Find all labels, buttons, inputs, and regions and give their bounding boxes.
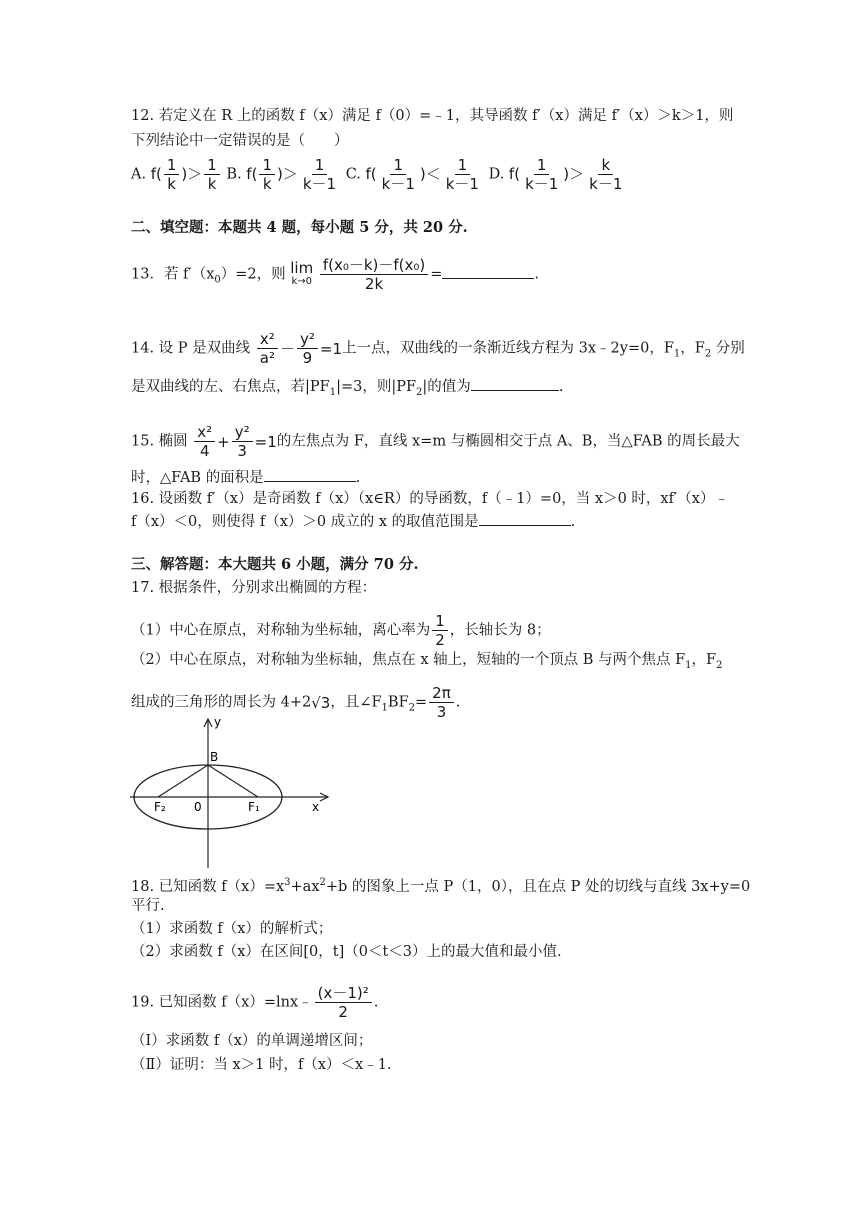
- q16-answer-blank[interactable]: [479, 525, 571, 526]
- q14-answer-blank[interactable]: [471, 390, 559, 391]
- q19-fraction: $\frac{\text{(x－1)²}}{2}$: [315, 984, 372, 1021]
- option-c-expr: f( $\frac{1}{k-1}$ )＜ $\frac{1}{k-1}$: [365, 156, 479, 193]
- q14-frac-x: $\frac{\text{x²}}{\text{a²}}$: [257, 330, 278, 367]
- segment-b-f1: [208, 765, 258, 797]
- option-b-label: B.: [226, 166, 242, 183]
- q19-part1: （Ⅰ）求函数 f（x）的单调递增区间；: [131, 1033, 373, 1049]
- q14-frac-y: $\frac{\text{y²}}{9}$: [297, 330, 318, 367]
- q18-line2: 平行.: [131, 898, 165, 914]
- q17-title: 17. 根据条件，分别求出椭圆的方程：: [131, 580, 377, 596]
- q15-frac-x: $\frac{\text{x²}}{4}$: [194, 423, 215, 460]
- q19-line1: 19. 已知函数 f（x）=lnx﹣ $\frac{\text{(x－1)²}}{2}$ .: [131, 984, 379, 1021]
- origin-label: 0: [194, 800, 202, 814]
- x-label: x: [312, 800, 320, 814]
- q14-line1: 14. 设 P 是双曲线 $\frac{\text{x²}}{\text{a²}}$ － $\frac{\text{y²}}{9}$ =1上一点，双曲线的一条渐近线方程为 3x﹣2y=0，$F_1$，$F_2$ 分别: [131, 330, 745, 367]
- q16-line1: 16. 设函数 f′（x）是奇函数 f（x）（x∈R）的导函数，f（﹣1）=0，当 x＞0 时，xf′（x）﹣: [131, 491, 729, 507]
- q18-part1: （1）求函数 f（x）的解析式；: [131, 921, 333, 937]
- q12-options: [131, 156, 627, 193]
- sqrt-three: √3: [311, 693, 331, 712]
- q15-answer-blank[interactable]: [264, 481, 356, 482]
- option-d-expr: f( $\frac{1}{k-1}$ )＞ $\frac{k}{k-1}$: [508, 156, 623, 193]
- q15-line2: 时，△FAB 的面积是 .: [131, 470, 361, 486]
- f1-label: F₁: [248, 800, 260, 814]
- q13-fraction: $\frac{\text{f(x₀－k)－f(x₀)}}{2k}$: [320, 256, 428, 293]
- option-a-expr: f( $\frac{1}{k}$ )＞ $\frac{1}{k}$: [151, 156, 222, 193]
- q16-line2: f（x）＜0，则使得 f（x）＞0 成立的 x 的取值范围是 .: [131, 514, 576, 530]
- q18-line1: 18. 已知函数 $f(x)=x^3+ax^2+b$ 的图象上一点 P（1，0），且在点 P 处的切线与直线 3x+y=0: [131, 877, 751, 895]
- point-b-label: B: [210, 750, 219, 764]
- q19-part2: （Ⅱ）证明：当 x＞1 时，f（x）＜x﹣1.: [131, 1057, 392, 1073]
- q17-part2-line1: （2）中心在原点，对称轴为坐标轴，焦点在 x 轴上，短轴的一个顶点 B 与两个焦点 $F_1$，$F_2$: [131, 652, 723, 671]
- q12-line2: 下列结论中一定错误的是（ ）: [131, 133, 349, 149]
- section-fill-in-heading: 二、填空题：本题共 4 题，每小题 5 分，共 20 分.: [131, 219, 468, 236]
- ellipse-figure: [128, 714, 340, 870]
- q17-part2-line2: 组成的三角形的周长为 4+2√3，且$\angle F_1BF_2=$ $\frac{2\pi}{3}$ .: [131, 684, 461, 721]
- q17-angle-fraction: $\frac{2\pi}{3}$: [429, 684, 454, 721]
- segment-f2-b: [158, 765, 208, 797]
- q15-line1: 15. 椭圆 $\frac{\text{x²}}{4}$ + $\frac{\text{y²}}{3}$ =1的左焦点为 F，直线 x=m 与椭圆相交于点 A、B，当△FAB 的周长最大: [131, 423, 740, 460]
- f2-label: F₂: [154, 800, 166, 814]
- section-solution-heading: 三、解答题：本大题共 6 小题，满分 70 分.: [131, 556, 419, 573]
- q18-part2: （2）求函数 f（x）在区间[0，t]（0＜t＜3）上的最大值和最小值.: [131, 944, 562, 960]
- q17-part1: （1）中心在原点，对称轴为坐标轴，离心率为 $\frac{1}{2}$ ，长轴长为 8；: [131, 612, 551, 649]
- q15-frac-y: $\frac{\text{y²}}{3}$: [232, 423, 253, 460]
- option-d-label: D.: [488, 166, 505, 183]
- q13-limit: lim k→0: [290, 258, 314, 287]
- option-b-expr: f( $\frac{1}{k}$ )＞ $\frac{1}{k-1}$: [246, 156, 337, 193]
- q17-eccentricity: $\frac{1}{2}$: [432, 612, 448, 649]
- q13: 13．若 $f'(x_0)=2$，则 lim k→0 $\frac{\text{f(x₀－k)－f(x₀)}}{2k}$ = .: [131, 256, 540, 293]
- q14-line2: 是双曲线的左、右焦点，若$|PF_1|=3$，则$|PF_2|$的值为 .: [131, 379, 564, 398]
- option-a-label: A.: [131, 166, 147, 183]
- option-c-label: C.: [345, 166, 361, 183]
- q13-answer-blank[interactable]: [442, 278, 534, 279]
- y-label: y: [214, 715, 222, 729]
- q12-line1: 12. 若定义在 R 上的函数 f（x）满足 f（0）=﹣1，其导函数 f′（x）满足 f′（x）＞k＞1，则: [131, 108, 734, 124]
